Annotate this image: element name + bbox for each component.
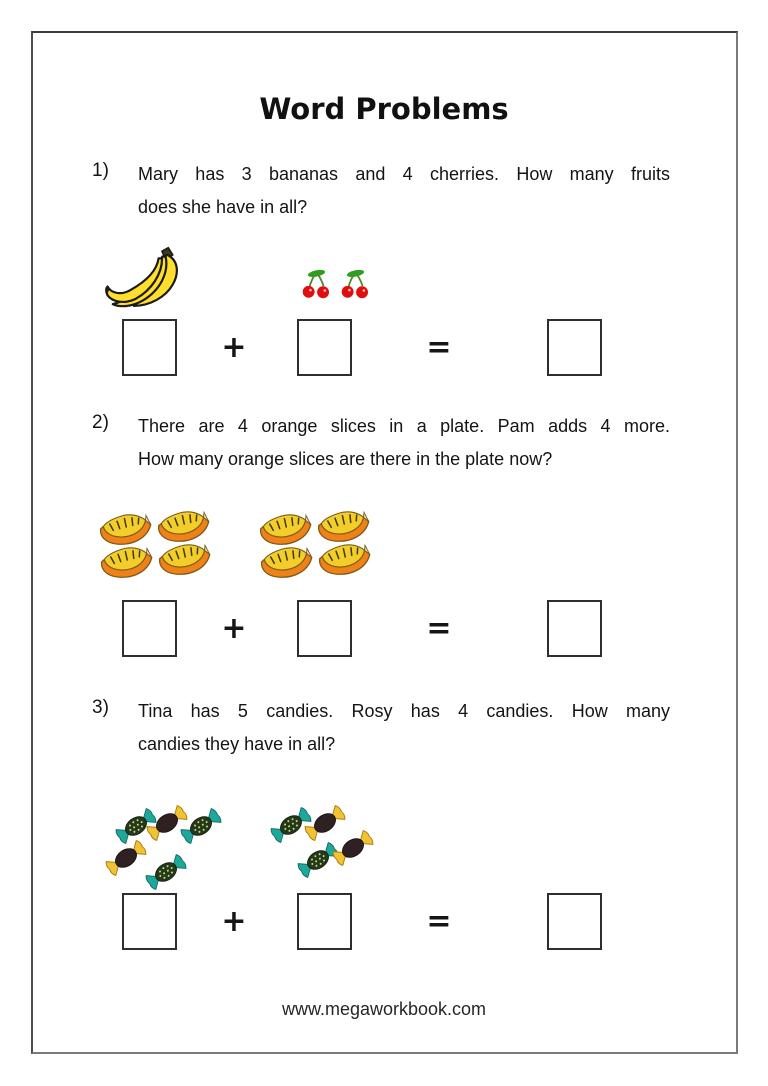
problem-2-number: 2) [92,412,109,433]
plus-sign: + [221,904,247,939]
problem-text-line: There are 4 orange slices in a plate. Pam adds 4 more. [138,416,670,436]
equation-row [0,893,768,950]
problem-1-text [138,158,670,224]
problem-3-text [138,695,670,761]
footer-url: www.megaworkbook.com [281,999,487,1019]
answer-box-addend-1[interactable] [122,893,177,950]
equals-sign: = [426,611,452,646]
answer-box-addend-2[interactable] [297,893,352,950]
cherries-icon [299,260,334,307]
answer-box-sum[interactable] [547,319,602,376]
answer-box-sum[interactable] [547,600,602,657]
answer-box-sum[interactable] [547,893,602,950]
equals-sign: = [426,330,452,365]
problem-text-line: does she have in all? [138,197,308,217]
orange-slice-icon [96,541,156,583]
answer-box-addend-2[interactable] [297,600,352,657]
problem-text-line: candies they have in all? [138,734,336,754]
answer-box-addend-1[interactable] [122,600,177,657]
orange-slice-icon [314,538,374,580]
equation-row [0,319,768,376]
banana-bunch-icon [104,246,192,320]
page-title: Word Problems [259,92,509,126]
equals-sign: = [426,904,452,939]
plus-sign: + [221,611,247,646]
cherries-icon [338,260,373,307]
problem-text-line: Mary has 3 bananas and 4 cherries. How many fruits [138,164,670,184]
orange-slice-icon [256,541,316,583]
problem-text-line: How many orange slices are there in the plate now? [138,449,553,469]
problem-1-number: 1) [92,160,109,181]
problem-2-text [138,410,670,476]
orange-slice-icon [154,538,214,580]
problem-3-number: 3) [92,697,109,718]
answer-box-addend-1[interactable] [122,319,177,376]
answer-box-addend-2[interactable] [297,319,352,376]
problem-text-line: Tina has 5 candies. Rosy has 4 candies. How many [138,701,670,721]
equation-row [0,600,768,657]
plus-sign: + [221,330,247,365]
